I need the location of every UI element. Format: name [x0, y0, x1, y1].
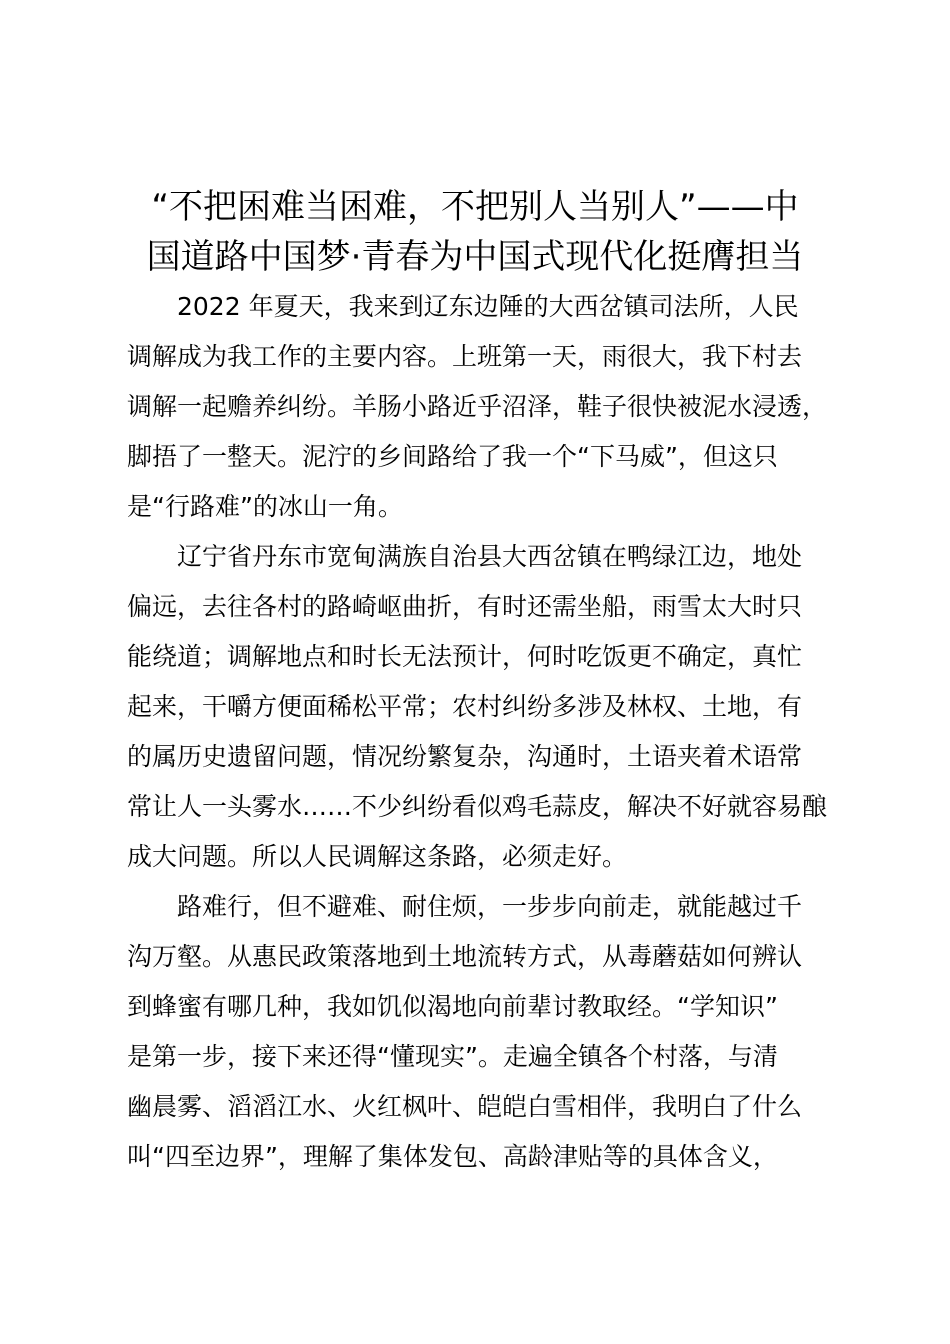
paragraph-line: 是“行路难”的冰山一角。: [127, 492, 403, 521]
paragraph-line: 起来，干嚼方便面稀松平常；农村纠纷多涉及林权、土地，有: [127, 692, 803, 721]
paragraph-line: 路难行，但不避难、耐住烦，一步步向前走，就能越过千: [177, 892, 803, 921]
paragraph-line: 叫“四至边界”，理解了集体发包、高龄津贴等的具体含义，: [127, 1142, 778, 1171]
title-line-1: “不把困难当困难，不把别人当别人”——中: [151, 187, 799, 227]
paragraph-line: 辽宁省丹东市宽甸满族自治县大西岔镇在鸭绿江边，地处: [177, 542, 803, 571]
paragraph-3: [127, 882, 832, 1182]
paragraph-1: [127, 282, 832, 532]
document-body: [127, 282, 832, 1182]
paragraph-line: 沟万壑。从惠民政策落地到土地流转方式，从毒蘑菇如何辨认: [127, 942, 803, 971]
paragraph-line: 成大问题。所以人民调解这条路，必须走好。: [127, 842, 628, 871]
paragraph-line: 是第一步，接下来还得“懂现实”。走遍全镇各个村落，与清: [127, 1042, 778, 1071]
paragraph-line: 偏远，去往各村的路崎岖曲折，有时还需坐船，雨雪太大时只: [127, 592, 803, 621]
paragraph-line: 脚捂了一整天。泥泞的乡间路给了我一个“下马威”，但这只: [127, 442, 778, 471]
paragraph-line: 的属历史遗留问题，情况纷繁复杂，沟通时，土语夹着术语常: [127, 742, 803, 771]
paragraph-line: 到蜂蜜有哪几种，我如饥似渴地向前辈讨教取经。“学知识”: [127, 992, 778, 1021]
paragraph-line: 2022 年夏天，我来到辽东边陲的大西岔镇司法所，人民: [177, 292, 799, 321]
paragraph-line: 能绕道；调解地点和时长无法预计，何时吃饭更不确定，真忙: [127, 642, 803, 671]
paragraph-line: 调解成为我工作的主要内容。上班第一天，雨很大，我下村去: [127, 342, 803, 371]
paragraph-2: [127, 532, 832, 882]
title-line-2: 国道路中国梦·青春为中国式现代化挺膺担当: [146, 237, 804, 277]
paragraph-line: 常让人一头雾水……不少纠纷看似鸡毛蒜皮，解决不好就容易酿: [127, 792, 828, 821]
paragraph-line: 幽晨雾、滔滔江水、火红枫叶、皑皑白雪相伴，我明白了什么: [127, 1092, 803, 1121]
document-title: [110, 182, 840, 282]
paragraph-line: 调解一起赡养纠纷。羊肠小路近乎沼泽，鞋子很快被泥水浸透，: [127, 392, 828, 421]
